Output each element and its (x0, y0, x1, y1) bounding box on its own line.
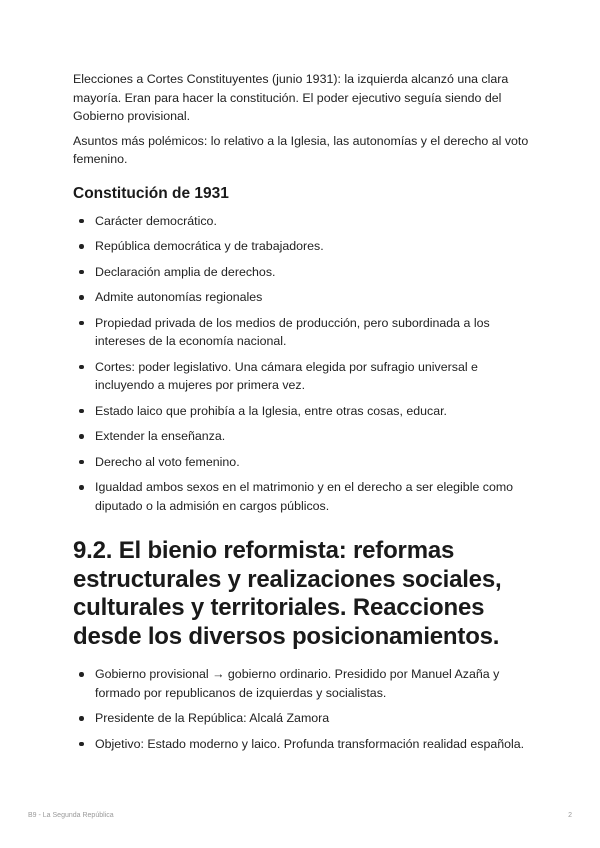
bullet-icon (79, 270, 84, 275)
bullet-icon (79, 716, 84, 721)
list-item: Cortes: poder legislativo. Una cámara elegida por sufragio universal e incluyendo a mujeres por primera vez. (73, 358, 533, 395)
list-item: Declaración amplia de derechos. (73, 263, 533, 282)
intro-paragraph-polemic: Asuntos más polémicos: lo relativo a la Iglesia, las autonomías y el derecho al voto femenino. (73, 133, 529, 166)
bullet-icon (79, 295, 84, 300)
list-item: Carácter democrático. (73, 212, 533, 231)
bullet-icon (79, 365, 84, 370)
bullet-icon (79, 409, 84, 414)
list-item: Gobierno provisional → gobierno ordinario. Presidido por Manuel Azaña y formado por republicanos de izquierdas y socialistas. (73, 665, 533, 702)
constitution-list (73, 212, 533, 516)
list-item: Objetivo: Estado moderno y laico. Profunda transformación realidad española. (73, 735, 533, 754)
bullet-icon (79, 485, 84, 490)
list-item: Presidente de la República: Alcalá Zamora (73, 709, 533, 728)
bullet-icon (79, 219, 84, 224)
list-item: Igualdad ambos sexos en el matrimonio y en el derecho a ser elegible como diputado o la admisión en cargos públicos. (73, 478, 533, 515)
bullet-icon (79, 672, 84, 677)
section-list (73, 665, 533, 753)
constitution-heading: Constitución de 1931 (73, 184, 229, 202)
page-number: 2 (568, 812, 572, 819)
intro-paragraph-elections: Elecciones a Cortes Constituyentes (junio 1931): la izquierda alcanzó una clara mayoría. Eran para hacer la constitución. El poder ejecutivo seguía siendo del Gobierno provisional. (73, 72, 509, 123)
section-heading: 9.2. El bienio reformista: reformas estructurales y realizaciones sociales, culturales y territoriales. Reacciones desde los diversos posicionamientos. (73, 537, 502, 650)
footer-title: B9 - La Segunda República (28, 812, 114, 819)
bullet-icon (79, 460, 84, 465)
bullet-icon (79, 321, 84, 326)
list-item: Admite autonomías regionales (73, 288, 533, 307)
bullet-icon (79, 244, 84, 249)
list-item: Extender la enseñanza. (73, 427, 533, 446)
document-page (73, 70, 533, 760)
list-item: Estado laico que prohibía a la Iglesia, entre otras cosas, educar. (73, 402, 533, 421)
bullet-icon (79, 434, 84, 439)
list-item: República democrática y de trabajadores. (73, 237, 533, 256)
bullet-icon (79, 742, 84, 747)
list-item: Derecho al voto femenino. (73, 453, 533, 472)
page-footer (28, 812, 572, 819)
list-item: Propiedad privada de los medios de producción, pero subordinada a los intereses de la economía nacional. (73, 314, 533, 351)
